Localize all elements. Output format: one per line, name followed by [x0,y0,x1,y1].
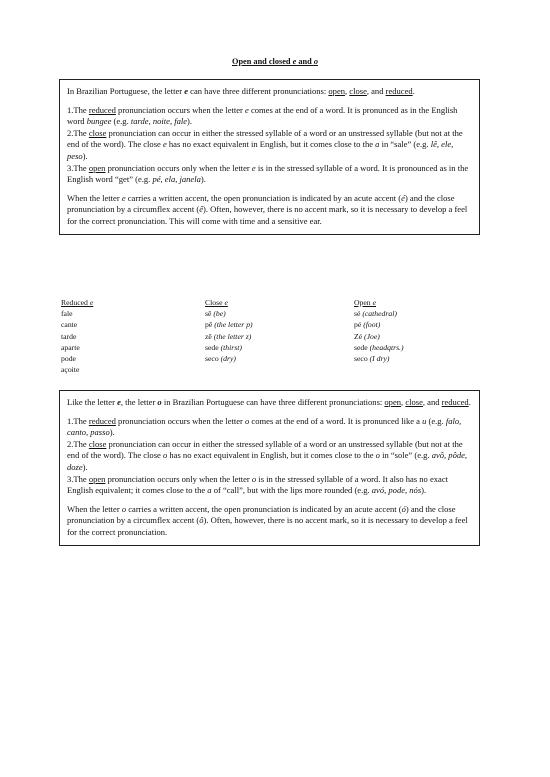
reduced-header: Reduced e [61,298,94,307]
open-header: Open e [354,298,376,307]
reduced-word: tarde [61,331,77,341]
close-column [205,297,253,364]
item-close: 2.The close pronunciation can occur in either the stressed syllable of a word or an unstressed syllable (but not at the end of the word). The close o has no exact equivalent in English, but it comes close to the o in “sole” (e.g. avô, pôde, doze). [67,438,468,472]
reduced-word: aparte [61,342,80,352]
item-open: 3.The open pronunciation occurs only when the letter e is in the stressed syllable of a word. It is pronounced as in the English word “get” (e.g. pé, ela, janela). [67,162,469,185]
reduced-column [61,297,93,375]
close-word: sede (thirst) [205,342,242,352]
close-word: sê (be) [205,309,226,319]
open-word: sé (cathedral) [354,309,397,319]
reduced-word: fale [61,309,73,319]
box-letter-o [59,390,480,546]
close-word: pê (the letter p) [205,320,253,330]
open-word: sede (headqtrs.) [354,342,404,352]
open-word: Zé (Joe) [354,331,380,341]
accent-paragraph: When the letter e carries a written accent, the open pronunciation is indicated by an acute accent (é) and the close pronunciation by a circumflex accent (ê). Often, however, there is no accent mark, so it is necessary to develop a feel for the correct pronunciation. This will come with time and a sensitive ear. [67,192,468,226]
intro-paragraph: In Brazilian Portuguese, the letter e can have three different pronunciations: open, close, and reduced. [67,86,415,96]
close-word: seco (dry) [205,353,236,363]
reduced-word: pode [61,353,76,363]
open-column [354,297,404,364]
close-header: Close e [205,298,228,307]
item-reduced: 1.The reduced pronunciation occurs when the letter e comes at the end of a word. It is pronunced as in the English word bungee (e.g. tarde, noite, fale). [67,104,458,127]
open-word: seco (I dry) [354,353,390,363]
item-reduced: 1.The reduced pronunciation occurs when the letter o comes at the end of a word. It is pronunced like a u (e.g. falo, canto, passo). [67,415,462,438]
accent-paragraph: When the letter o carries a written accent, the open pronunciation is indicated by an acute accent (ó) and the close pronunciation by a circumflex accent (ô). Often, however, there is no accent mark, so it is necessary to develop a feel for the correct pronunciation. [67,503,468,537]
box-letter-e [59,79,480,235]
item-open: 3.The open pronunciation occurs only when the letter o is in the stressed syllable of a word. It also has no exact English equivalent; it comes close to the a of “call”, but with the lips more rounded (e.g. avó, pode, nós). [67,473,448,496]
item-close: 2.The close pronunciation can occur in either the stressed syllable of a word or an unstressed syllable (but not at the end of the word). The close e has no exact equivalent in English, but it comes close to the a in “sale” (e.g. lê, ele, peso). [67,127,463,161]
reduced-word: cante [61,320,78,330]
reduced-word: açoite [61,365,80,375]
close-word: zê (the letter z) [205,331,252,341]
open-word: pé (foot) [354,320,381,330]
page-title: Open and closed e and o [231,57,318,66]
intro-paragraph: Like the letter e, the letter o in Brazilian Portuguese can have three different pronunciations: open, close, and reduced. [67,397,471,407]
